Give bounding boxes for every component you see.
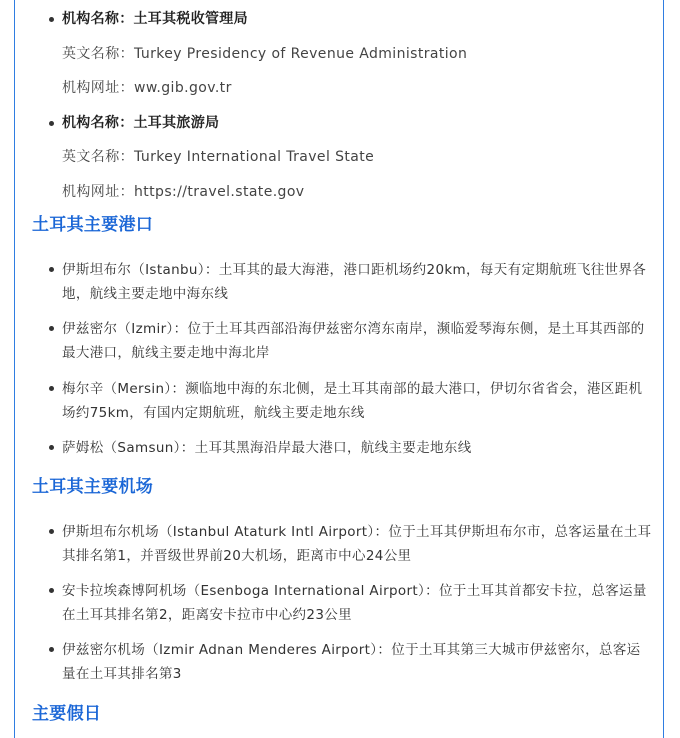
list-item bbox=[32, 638, 652, 686]
org-name-text: 机构名称：土耳其税收管理局 bbox=[62, 11, 248, 27]
list-item bbox=[32, 436, 652, 460]
org-english-name: 英文名称：Turkey Presidency of Revenue Administration bbox=[62, 46, 468, 62]
list-item-text: 伊斯坦布尔机场（Istanbul Ataturk Intl Airport）：位于土耳其伊斯坦布尔市，总客运量在土耳其排名第1，并晋级世界前20大机场，距离市中心24公里 bbox=[62, 524, 652, 564]
org-website: 机构网址：https://travel.state.gov bbox=[62, 184, 305, 200]
list-item bbox=[32, 317, 652, 365]
bullet-icon bbox=[49, 529, 54, 534]
list-item-text: 萨姆松（Samsun）：土耳其黑海沿岸最大港口，航线主要走地东线 bbox=[62, 440, 472, 456]
bullet-icon bbox=[49, 17, 54, 22]
list-item bbox=[32, 520, 652, 568]
bullet-icon bbox=[49, 267, 54, 272]
list-item-text: 伊斯坦布尔（Istanbu）：土耳其的最大海港，港口距机场约20km，每天有定期航班飞往世界各地，航线主要走地中海东线 bbox=[62, 262, 647, 302]
org-name-text: 机构名称：土耳其旅游局 bbox=[62, 115, 220, 131]
bullet-icon bbox=[49, 647, 54, 652]
bullet-icon bbox=[49, 588, 54, 593]
list-item-text: 伊兹密尔机场（Izmir Adnan Menderes Airport）：位于土耳其第三大城市伊兹密尔，总客运量在土耳其排名第3 bbox=[62, 642, 641, 682]
content-frame bbox=[14, 0, 664, 738]
org-name bbox=[32, 10, 652, 28]
list-item-text: 安卡拉埃森博阿机场（Esenboga International Airport）：位于土耳其首都安卡拉，总客运量在土耳其排名第2，距离安卡拉市中心约23公里 bbox=[62, 583, 647, 623]
org-item bbox=[32, 114, 652, 132]
org-website: 机构网址：ww.gib.gov.tr bbox=[62, 80, 232, 96]
org-english-name: 英文名称：Turkey International Travel State bbox=[62, 149, 375, 165]
org-item bbox=[32, 10, 652, 28]
list-item bbox=[32, 258, 652, 306]
bullet-icon bbox=[49, 386, 54, 391]
section-title-airports: 土耳其主要机场 bbox=[32, 477, 154, 497]
section-title-ports: 土耳其主要港口 bbox=[32, 215, 154, 235]
bullet-icon bbox=[49, 445, 54, 450]
list-item bbox=[32, 579, 652, 627]
section-title-holidays: 主要假日 bbox=[32, 704, 102, 724]
list-item-text: 伊兹密尔（Izmir）：位于土耳其西部沿海伊兹密尔湾东南岸，濒临爱琴海东侧，是土耳其西部的最大港口，航线主要走地中海北岸 bbox=[62, 321, 645, 361]
list-item-text: 梅尔辛（Mersin）：濒临地中海的东北侧，是土耳其南部的最大港口，伊切尔省省会，港区距机场约75km，有国内定期航班，航线主要走地东线 bbox=[62, 381, 643, 421]
bullet-icon bbox=[49, 326, 54, 331]
org-name bbox=[32, 114, 652, 132]
list-item bbox=[32, 377, 652, 425]
bullet-icon bbox=[49, 121, 54, 126]
